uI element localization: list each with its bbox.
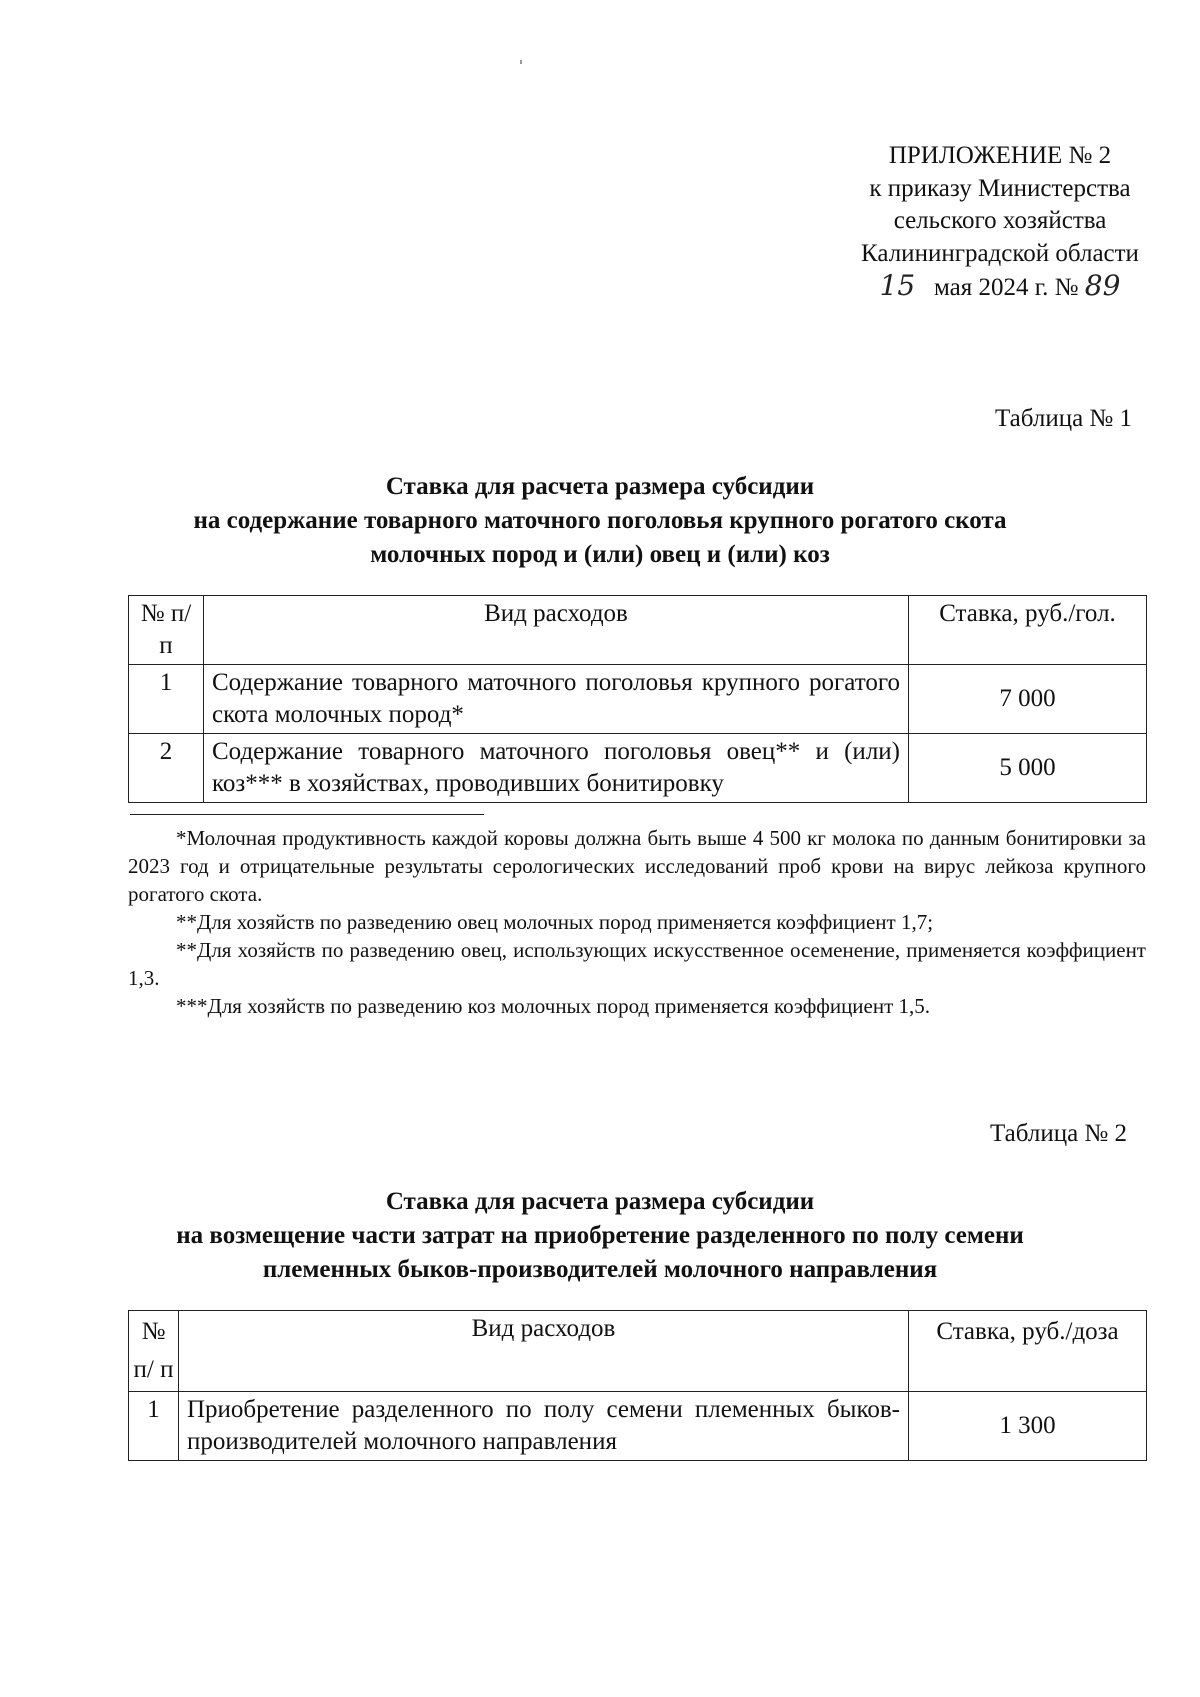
cell-num: 2 bbox=[129, 734, 204, 803]
header-type: Вид расходов bbox=[204, 596, 909, 665]
handwritten-day: 15 bbox=[879, 269, 916, 302]
table-2-title-line: Ставка для расчета размера субсидии bbox=[385, 1188, 815, 1215]
footnote-divider bbox=[130, 814, 484, 815]
cell-num: 1 bbox=[129, 665, 204, 734]
header-rate: Ставка, руб./доза bbox=[909, 1311, 1147, 1392]
table-row bbox=[129, 1392, 1147, 1461]
footnote: **Для хозяйств по разведению овец, использующих искусственное осеменение, применяется коэффициент 1,3. bbox=[128, 938, 1146, 990]
footnote: ***Для хозяйств по разведению коз молочных пород применяется коэффициент 1,5. bbox=[176, 994, 931, 1018]
cell-num: 1 bbox=[129, 1392, 179, 1461]
appendix-line-1: к приказу Министерства bbox=[869, 174, 1131, 202]
table-header-row bbox=[129, 596, 1147, 665]
header-type: Вид расходов bbox=[179, 1311, 909, 1392]
table-row bbox=[129, 734, 1147, 803]
table-row bbox=[129, 665, 1147, 734]
header-num: № п/п bbox=[129, 596, 204, 665]
table-2-title-line: на возмещение части затрат на приобретение разделенного по полу семени bbox=[176, 1222, 1024, 1249]
appendix-title: ПРИЛОЖЕНИЕ № 2 bbox=[888, 142, 1112, 169]
header-num: № п/ п bbox=[129, 1311, 179, 1392]
table-1-title-line: Ставка для расчета размера субсидии bbox=[385, 473, 815, 500]
cell-type: Содержание товарного маточного поголовья крупного рогатого скота молочных пород* bbox=[204, 665, 909, 734]
table-1-label: Таблица № 1 bbox=[995, 405, 1133, 432]
header-rate: Ставка, руб./гол. bbox=[909, 596, 1147, 665]
appendix-header bbox=[820, 140, 1180, 305]
table-1-title-line: на содержание товарного маточного поголовья крупного рогатого скота bbox=[193, 507, 1007, 534]
table-1-title bbox=[0, 470, 1200, 572]
appendix-line-3: Калининградской области bbox=[861, 239, 1139, 267]
table-2-title-line: племенных быков-производителей молочного направления bbox=[262, 1256, 938, 1283]
table-header-row bbox=[129, 1311, 1147, 1392]
scan-speck bbox=[520, 60, 522, 64]
cell-rate: 1 300 bbox=[909, 1392, 1147, 1461]
table-1-title-line: молочных пород и (или) овец и (или) коз bbox=[370, 541, 830, 568]
table-1 bbox=[128, 595, 1147, 803]
table-2-label: Таблица № 2 bbox=[990, 1120, 1128, 1147]
handwritten-number: 89 bbox=[1084, 269, 1121, 302]
table-2 bbox=[128, 1310, 1147, 1461]
date-month-year: мая 2024 г. № bbox=[933, 274, 1079, 301]
footnote: **Для хозяйств по разведению овец молочных пород применяется коэффициент 1,7; bbox=[176, 910, 934, 934]
cell-rate: 7 000 bbox=[909, 665, 1147, 734]
cell-type: Приобретение разделенного по полу семени племенных быков-производителей молочного направления bbox=[179, 1392, 909, 1461]
appendix-date-line bbox=[820, 270, 1180, 305]
cell-type: Содержание товарного маточного поголовья овец** и (или) коз*** в хозяйствах, проводивших бонитировку bbox=[204, 734, 909, 803]
footnotes bbox=[128, 824, 1146, 1020]
cell-rate: 5 000 bbox=[909, 734, 1147, 803]
table-2-title bbox=[0, 1185, 1200, 1287]
appendix-line-2: сельского хозяйства bbox=[893, 207, 1107, 234]
footnote: *Молочная продуктивность каждой коровы должна быть выше 4 500 кг молока по данным бонитировки за 2023 год и отрицательные результаты серологических исследований проб крови на вирус лейкоза крупного рогатого скота. bbox=[128, 826, 1146, 906]
